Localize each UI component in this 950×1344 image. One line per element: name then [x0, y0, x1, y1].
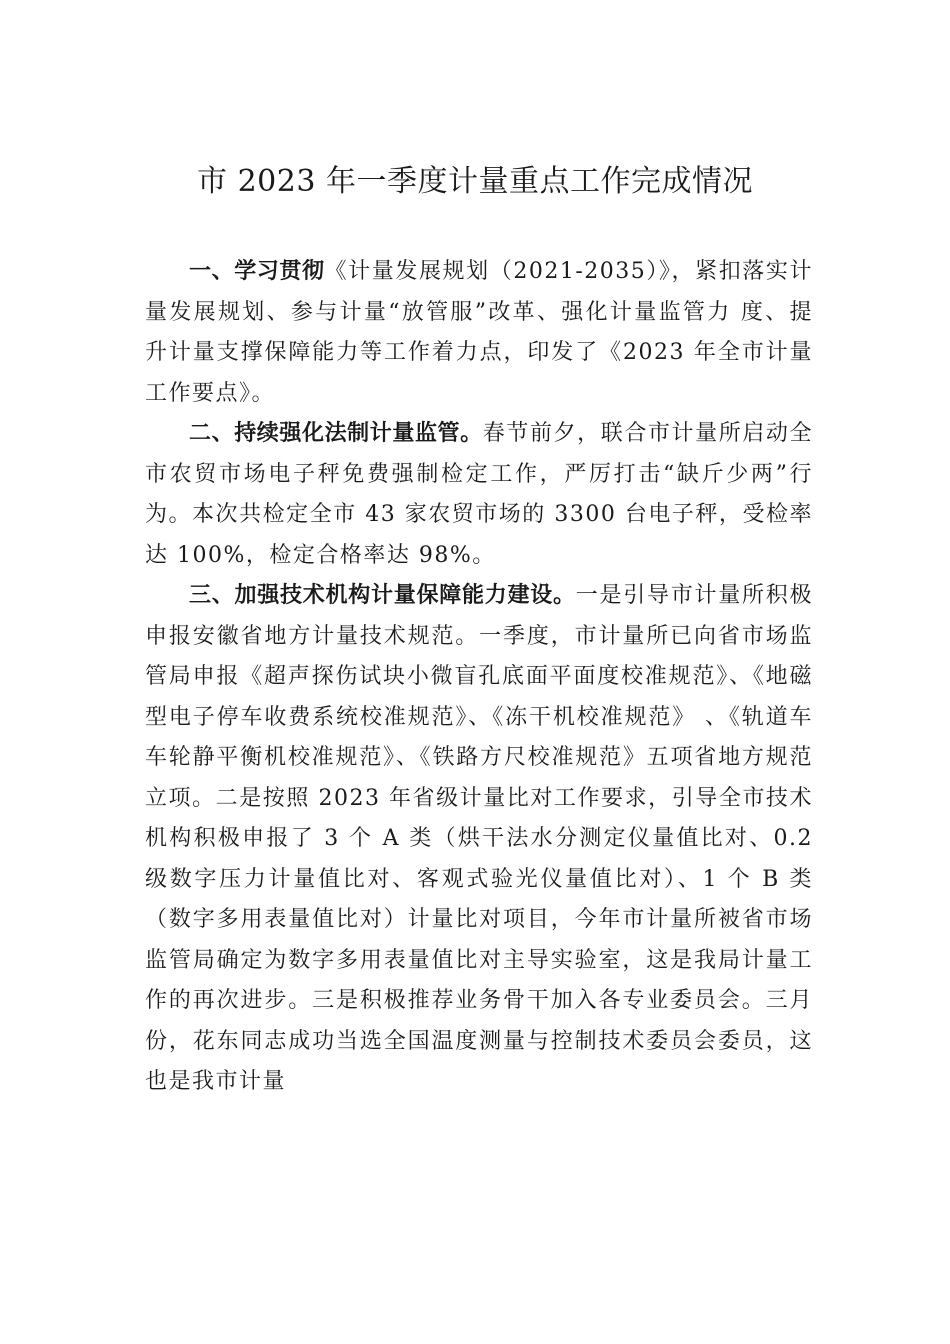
paragraph-2-heading: 二、持续强化法制计量监管。 — [189, 421, 483, 446]
document-body — [145, 252, 813, 1103]
paragraph-1-heading: 一、学习贯彻 — [189, 259, 325, 284]
paragraph-3-heading: 三、加强技术机构计量保障能力建设。 — [189, 583, 576, 608]
paragraph-3-text: 一是引导市计量所积极申报安徽省地方计量技术规范。一季度，市计量所已向省市场监管局申报《超声探伤试块小微盲孔底面平面度校准规范》、《地磁型电子停车收费系统校准规范》、《冻干机校准规范》 、《轨道车车轮静平衡机校准规范》、《铁路方尺校准规范》五项省地方规范立项。二是按照 2023 年省级计量比对工作要求，引导全市技术机构积极申报了 3 个 A 类（烘干法水分测定仪量值比对、0.2 级数字压力计量值比对、客观式验光仪量值比对）、1 个 B 类（数字多用表量值比对）计量比对项目，今年市计量所被省市场监管局确定为数字多用表量值比对主导实验室，这是我局计量工作的再次进步。三是积极推荐业务骨干加入各专业委员会。三月份，花东同志成功当选全国温度测量与控制技术委员会委员，这也是我市计量 — [145, 583, 813, 1094]
paragraph-1-text: 《计量发展规划（2021-2035）》，紧扣落实计量发展规划、参与计量“放管服”改革、强化计量监管力 度、提升计量支撑保障能力等工作着力点，印发了《2023 年全市计量工作要点》。 — [145, 259, 813, 406]
paragraph-2-text: 春节前夕，联合市计量所启动全市农贸市场电子秤免费强制检定工作，严厉打击“缺斤少两”行为。本次共检定全市 43 家农贸市场的 3300 台电子秤，受检率达 100%，检定合格率达 98%。 — [145, 421, 813, 568]
document-title: 市 2023 年一季度计量重点工作完成情况 — [197, 164, 753, 199]
paragraph-2 — [145, 414, 813, 576]
paragraph-3 — [145, 576, 813, 1103]
paragraph-1 — [145, 252, 813, 414]
